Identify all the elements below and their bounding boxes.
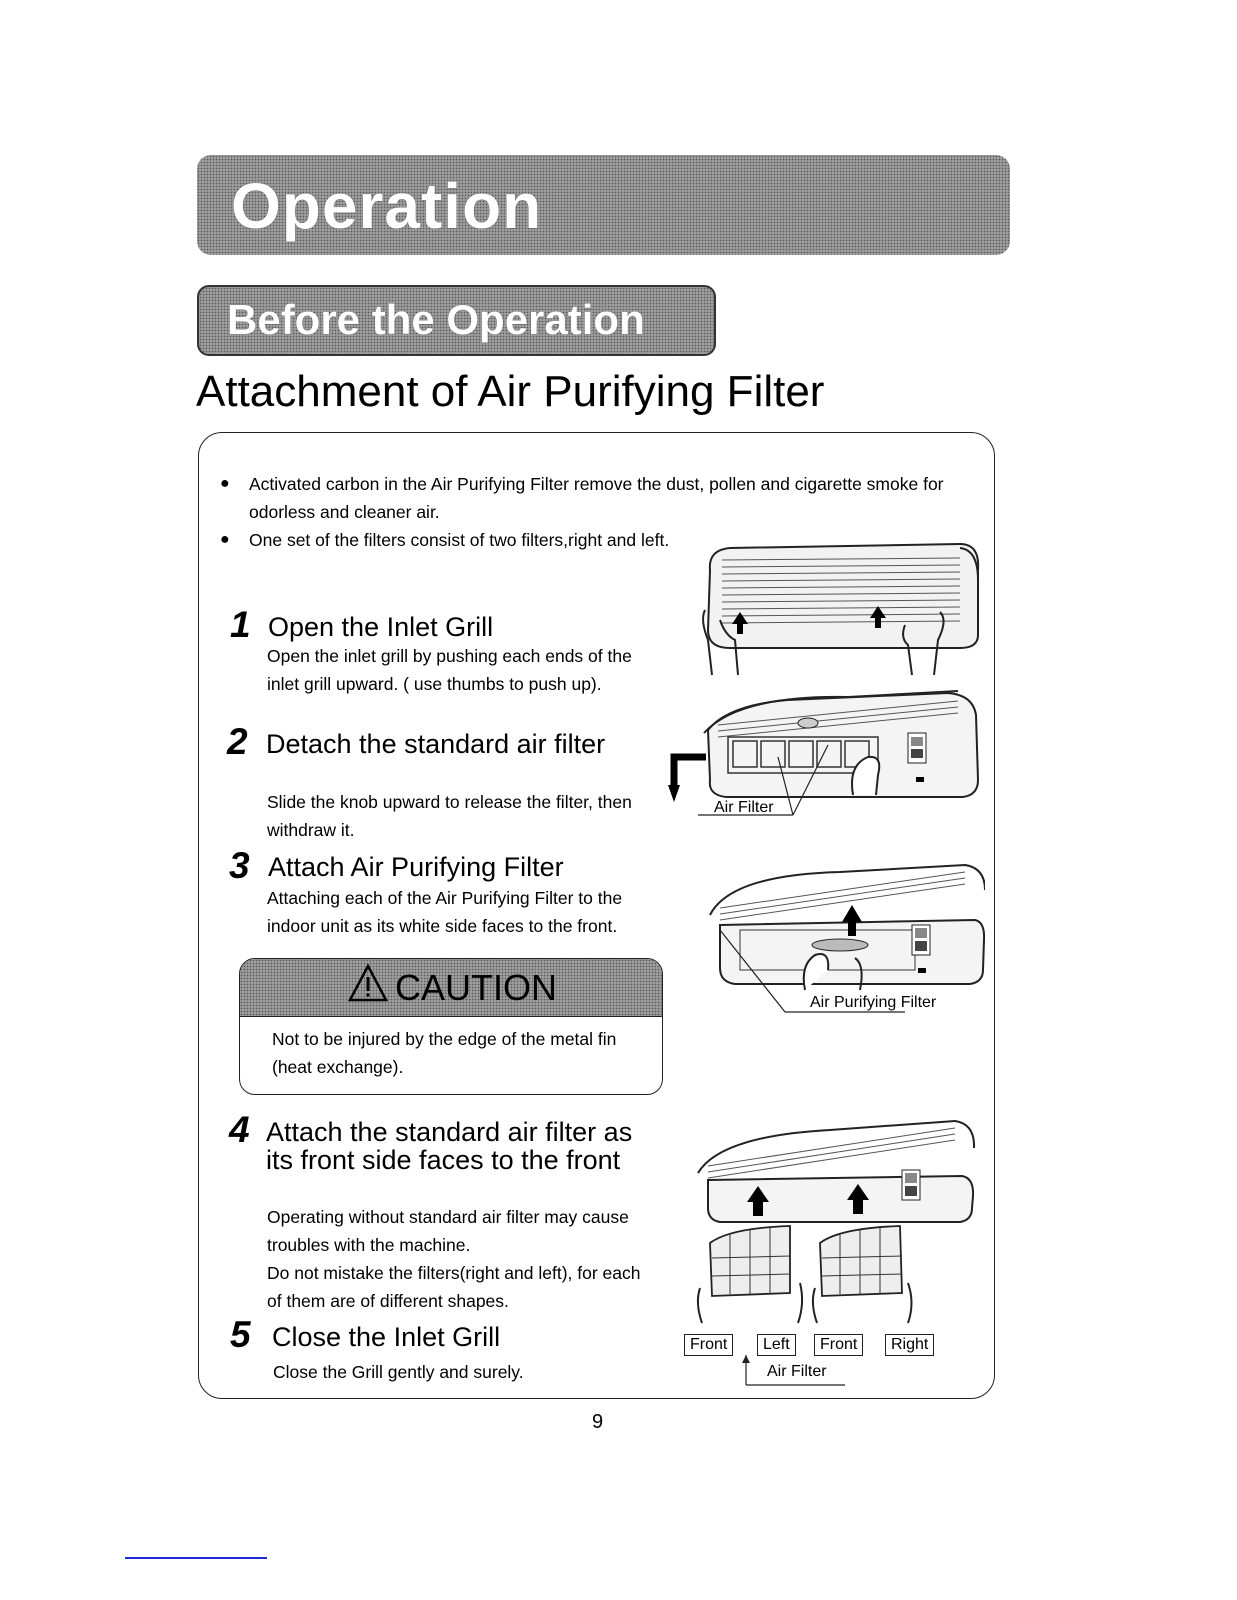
caution-title: CAUTION: [395, 967, 557, 1008]
figure-label: Air Filter: [767, 1363, 827, 1380]
section-title: Operation: [231, 170, 543, 242]
bullet-dot-icon: ●: [220, 531, 230, 548]
step-description: Slide the knob upward to release the filter, then withdraw it.: [267, 792, 632, 840]
step-description: Do not mistake the filters(right and left), for each of them are of different shapes.: [267, 1263, 641, 1311]
bullet-dot-icon: ●: [220, 475, 230, 492]
open-inlet-grill-illustration: [690, 540, 985, 680]
intro-bullet: ● One set of the filters consist of two filters,right and left.: [220, 526, 960, 554]
step-title: Detach the standard air filter: [266, 729, 606, 759]
figure-label-box: Right: [885, 1334, 934, 1356]
figure-label: Air Purifying Filter: [810, 994, 937, 1011]
intro-bullet: ● Activated carbon in the Air Purifying Filter remove the dust, pollen and cigarette smoke for odorless and cleaner air.: [220, 470, 960, 526]
step-number: 5: [230, 1314, 251, 1355]
step-title: Open the Inlet Grill: [268, 612, 494, 642]
figure-label-box: Left: [757, 1334, 796, 1356]
step-number: 2: [227, 721, 248, 762]
subsection-title: Before the Operation: [227, 296, 645, 343]
warning-triangle-icon: [347, 962, 389, 1004]
step-title: Attach the standard air filter as its front side faces to the front: [266, 1117, 633, 1175]
page-heading: Attachment of Air Purifying Filter: [196, 367, 825, 416]
caution-header: [240, 959, 662, 1017]
step-number: 3: [229, 845, 250, 886]
step-title: Close the Inlet Grill: [272, 1322, 501, 1352]
figure-label-box: Front: [814, 1334, 863, 1356]
step-number: 4: [229, 1109, 250, 1150]
attach-standard-filter-illustration: [690, 1118, 980, 1333]
step-description: Operating without standard air filter may cause troubles with the machine.: [267, 1207, 629, 1255]
subsection-banner: [197, 285, 716, 356]
section-banner: [197, 155, 1010, 255]
figure-label: Air Filter: [714, 799, 774, 816]
footer-link-underline: [125, 1557, 267, 1559]
caution-box: [239, 958, 663, 1095]
figure-label-box: Front: [684, 1334, 733, 1356]
page-number: 9: [592, 1411, 604, 1433]
step-description: Open the inlet grill by pushing each ends of the inlet grill upward. ( use thumbs to push up).: [267, 646, 632, 694]
step-number: 1: [230, 604, 251, 645]
step-description: Close the Grill gently and surely.: [273, 1362, 524, 1382]
caution-text: Not to be injured by the edge of the metal fin (heat exchange).: [272, 1029, 617, 1077]
step-description: Attaching each of the Air Purifying Filter to the indoor unit as its white side faces to the front.: [267, 888, 623, 936]
step-title: Attach Air Purifying Filter: [268, 852, 564, 882]
